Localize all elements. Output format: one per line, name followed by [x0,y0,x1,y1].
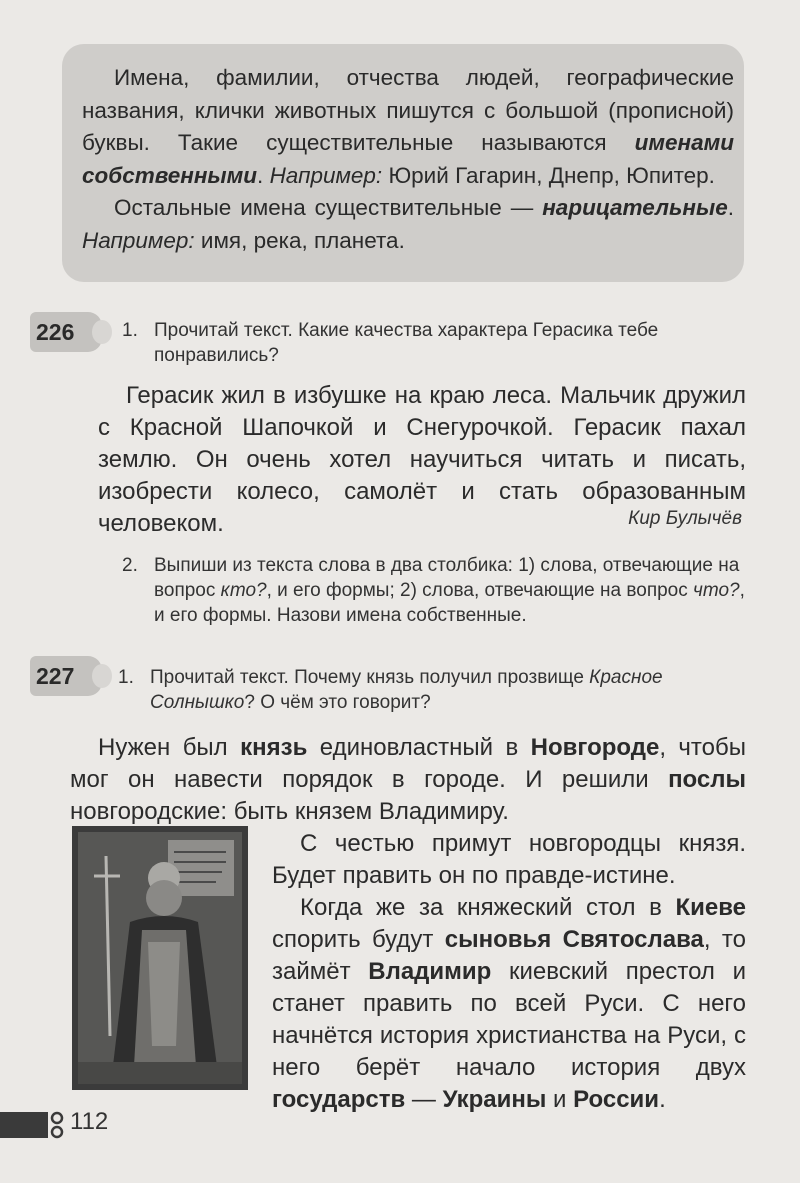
prince-vladimir-portrait [72,826,248,1090]
rule-paragraph-2: Остальные имена существительные — нарицательные. Например: имя, река, планета. [82,195,734,253]
term-proper-nouns: именами собственными [82,130,734,188]
page-ornament-icon [48,1110,66,1140]
ex227-paragraph-1: Нужен был князь единовластный в Новгороде, чтобы мог он навести порядок в городе. И решили послы новгородские: быть князем Владимиру. [70,734,746,825]
ex226-author: Кир Булычёв [628,508,742,529]
page-corner-bar [0,1112,48,1138]
ex227-task-1: 1. Прочитай текст. Почему князь получил прозвище Красное Солнышко? О чём это говорит? [118,667,663,713]
rule-paragraph-1: Имена, фамилии, отчества людей, географические названия, клички животных пишутся с большой (прописной) буквы. Такие существительные называются именами собственными. Например: Юрий Гагарин, Днепр, Юпитер. [82,65,734,188]
exercise-number-227: 227 [30,656,102,696]
exercise-number-226: 226 [30,312,102,352]
ex227-paragraph-3: Когда же за княжеский стол в Киеве спорить будут сыновья Святослава, то займёт Владимир киевский престол и станет править по всей Руси. С него начнётся история христианства на Руси, с него берёт начало история двух государств — Украины и России. [272,894,746,1113]
ex226-task-1: 1. Прочитай текст. Какие качества характера Герасика тебе понравились? [122,320,659,366]
term-common-nouns: нарицательные [542,195,728,220]
ex226-task-2: 2. Выпиши из текста слова в два столбика: 1) слова, отвечающие на вопрос кто?, и его формы; 2) слова, отвечающие на вопрос что?, и его формы. Назови имена собственные. [122,555,745,626]
ex226-text: Герасик жил в избушке на краю леса. Мальчик дружил с Красной Шапочкой и Снегурочкой. Герасик пахал землю. Он очень хотел научиться читать и писать, изобрести колесо, самолёт и стать образованным человеком. [98,382,746,537]
page-number: 112 [70,1108,109,1135]
rule-text [82,62,734,257]
ex227-paragraph-2: С честью примут новгородцы князя. Будет править он по правде-истине. [272,830,746,889]
